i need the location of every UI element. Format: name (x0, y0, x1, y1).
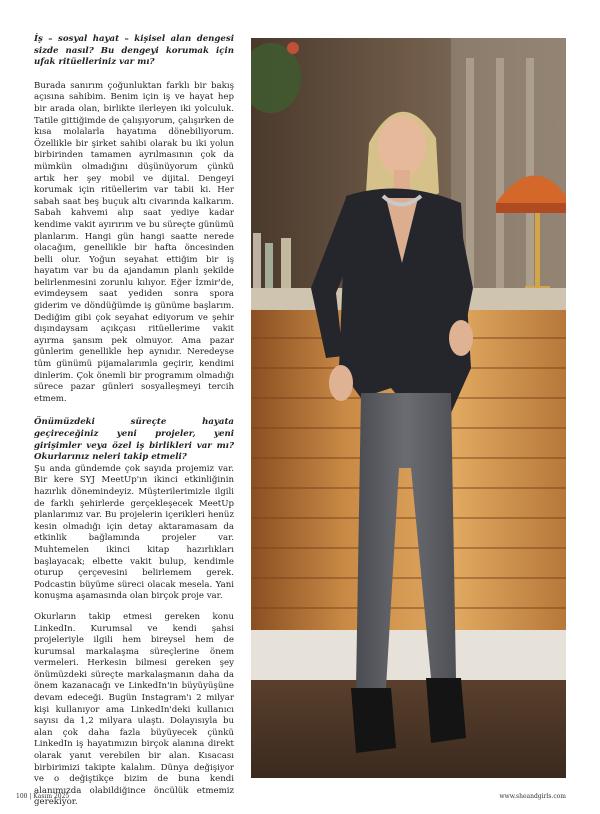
answer-3: Okurların takip etmesi gereken konu LinkedIn. Kurumsal ve kendi şahsi projeleriyle ilgili hem bireysel hem de kurumsal markalaşma süreçlerine önem vermeleri. Herkesin bilmesi gereken şey önümüzdeki süreçte markalaşmanın daha da önem kazanacağı ve LinkedIn'in büyüyüşüne devam edeceği. Bugün Instagram'ı 2 milyar kişi kullanıyor ama LinkedIn'deki kullanıcı sayısı da 1,2 milyara ulaştı. Dolayısıyla bu alan çok daha fazla büyüyecek çünkü LinkedIn iş hayatımızın birçok alanına direkt olarak yanıt verebilen bir alan. Kısacası birbirimizi takipte kalalım. Dünya değişiyor ve o değiştikçe bizim de buna kendi alanımızda olabildiğince öncülük etmemiz gerekiyor. (34, 611, 234, 808)
article-column (34, 34, 234, 809)
website-link[interactable]: www.sheandgirls.com (499, 793, 566, 800)
portrait-photo (251, 38, 566, 778)
question-2: Önümüzdeki süreçte hayata geçireceğiniz yeni projeler, yeni girişimler veya özel iş birlikleri var mı? Okurlarınız neleri takip etmeli? (34, 417, 234, 463)
question-1: İş – sosyal hayat – kişisel alan dengesi sizde nasıl? Bu dengeyi korumak için ufak ritüelleriniz var mı? (34, 34, 234, 68)
page-info: 100 | Kasım 2025 (16, 793, 70, 800)
answer-2: Şu anda gündemde çok sayıda projemiz var. Bir kere SYJ MeetUp'ın ikinci etkinliğinin hazırlık dönemindeyiz. Müşterilerimizle ilgili de farklı şehirlerde gerçekleşecek MeetUp planlarımız var. Bu projelerin içerikleri henüz kesin olmadığı için detay aktaramasam da etkinlik bağlamında projeler var. Muhtemelen ikinci kitap hazırlıkları başlayacak; elbette vakit bulup, kendimle oturup çerçevesini belirlemem gerek. Podcastin büyüme süreci olacak mesela. Yani konuşma aşamasında olan birçok proje var. (34, 463, 234, 602)
answer-1: Burada sanırım çoğunluktan farklı bir bakış açısına sahibim. Benim için iş ve hayat hep bir arada olan, birlikte ilerleyen iki yolculuk. Tatile gittiğimde de çalışıyorum, çalışırken de kısa molalarla hayatıma dönebiliyorum. Özellikle bir şirket sahibi olarak bu iki yolun birbirinden tamamen ayrılmasının çok da mümkün olmadığını düşünüyorum çünkü artık her şey mobil ve dijital. Dengeyi korumak için ritüellerim var tabii ki. Her sabah saat beş buçuk altı civarında kalkarım. Sabah kahvemi alıp saat yediye kadar kendime vakit ayırırım ve bu süreçte günümü planlarım. Hangi gün hangi saatte nerede olacağım, genellikle bir hafta öncesinden belli olur. Yoğun seyahat ettiğim bir iş hayatım var bu da ajandamın planlı şekilde belirlenmesini zorunlu kılıyor. Eğer İzmir'de, evimdeysem saat yediden sonra spora giderim ve döndüğümde iş günüme başlarım. Dediğim gibi çok seyahat ediyorum ve şehir dışındaysam açıkçası ritüellerime vakit ayırma şansım pek olmuyor. Ama pazar günlerim genellikle hep aynıdır. Neredeyse tüm günümü pijamalarımla geçirir, kendimi dinlerim. Çok önemli bir programım olmadığı sürece pazar günleri sosyalleşmeyi tercih etmem. (34, 80, 234, 404)
